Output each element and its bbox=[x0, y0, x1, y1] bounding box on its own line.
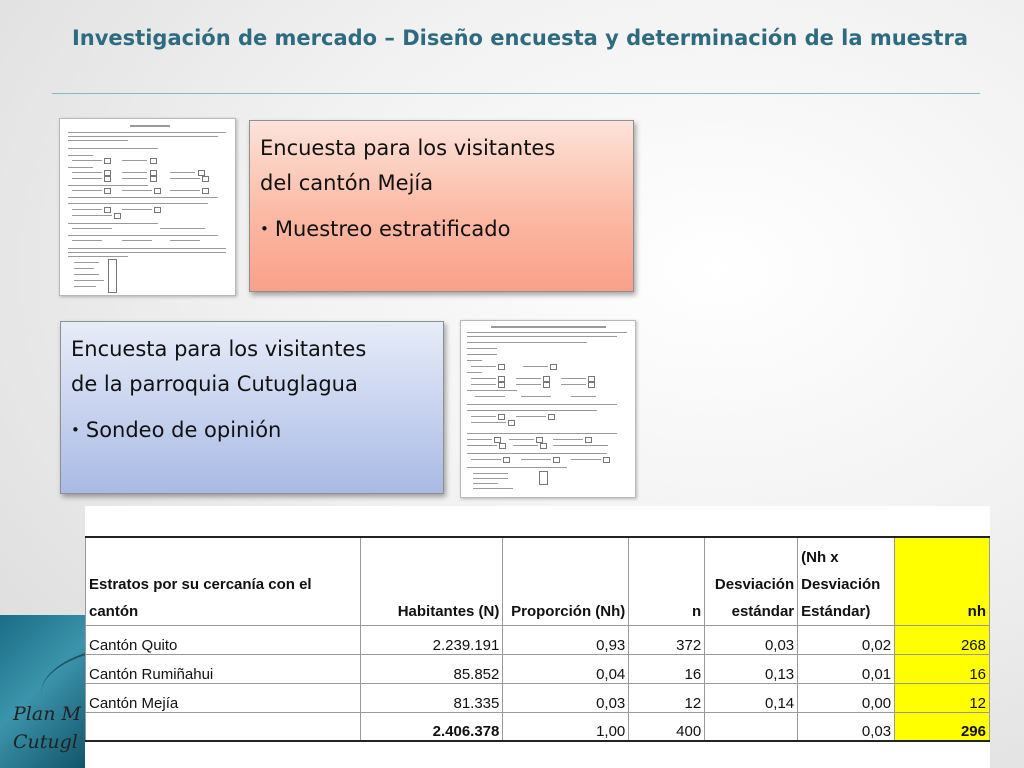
cell-strata: Cantón Quito bbox=[86, 625, 361, 654]
cell-strata: Cantón Rumiñahui bbox=[86, 654, 361, 683]
bullet-icon: • bbox=[71, 421, 80, 439]
cell-desviacion-total bbox=[705, 712, 798, 741]
cell-nh-total: 296 bbox=[895, 712, 990, 741]
bullet-text: Muestreo estratificado bbox=[274, 217, 511, 241]
cell-proporcion: 0,03 bbox=[503, 683, 629, 712]
cell-n: 12 bbox=[629, 683, 705, 712]
header-n: n bbox=[629, 537, 705, 625]
survey-card-mejia bbox=[249, 120, 634, 292]
survey-card-cutuglagua bbox=[60, 321, 444, 494]
card-title-line: de la parroquia Cutuglagua bbox=[71, 372, 358, 396]
cell-n: 16 bbox=[629, 654, 705, 683]
card-title-line: Encuesta para los visitantes bbox=[260, 136, 556, 160]
header-nh: nh bbox=[895, 537, 990, 625]
cell-n-total: 400 bbox=[629, 712, 705, 741]
card-title-line: Encuesta para los visitantes bbox=[71, 337, 367, 361]
footer-line: Plan M bbox=[13, 703, 81, 725]
cell-n: 372 bbox=[629, 625, 705, 654]
table-total-row bbox=[86, 712, 990, 741]
sample-table-panel bbox=[85, 506, 990, 768]
cell-habitantes-total: 2.406.378 bbox=[360, 712, 503, 741]
survey-document-thumbnail-mejia bbox=[59, 118, 236, 296]
table-row bbox=[86, 625, 990, 654]
table-row bbox=[86, 654, 990, 683]
cell-nh: 16 bbox=[895, 654, 990, 683]
cell-proporcion-total: 1,00 bbox=[503, 712, 629, 741]
cell-desviacion: 0,14 bbox=[705, 683, 798, 712]
stratified-sample-table bbox=[85, 536, 990, 742]
card-title-line: del cantón Mejía bbox=[260, 171, 434, 195]
cell-nh-x-desviacion: 0,02 bbox=[798, 625, 895, 654]
cell-habitantes: 85.852 bbox=[360, 654, 503, 683]
footer-line: Cutugl bbox=[13, 731, 78, 753]
survey-document-thumbnail-cutuglagua bbox=[460, 320, 636, 498]
header-nh-x-desviacion: (Nh x Desviación Estándar) bbox=[798, 537, 895, 625]
title-divider bbox=[52, 93, 980, 94]
header-strata: Estratos por su cercanía con el cantón bbox=[86, 537, 361, 625]
cell-habitantes: 81.335 bbox=[360, 683, 503, 712]
footer-text bbox=[13, 700, 81, 756]
header-proporcion: Proporción (Nh) bbox=[503, 537, 629, 625]
cell-nh: 12 bbox=[895, 683, 990, 712]
cell-strata bbox=[86, 712, 361, 741]
table-row bbox=[86, 683, 990, 712]
bullet-item bbox=[260, 215, 623, 243]
cell-nh: 268 bbox=[895, 625, 990, 654]
bullet-item bbox=[71, 416, 433, 444]
table-header-row bbox=[86, 537, 990, 625]
cell-nh-x-desviacion: 0,01 bbox=[798, 654, 895, 683]
cell-proporcion: 0,04 bbox=[503, 654, 629, 683]
cell-nh-x-desviacion-total: 0,03 bbox=[798, 712, 895, 741]
slide-title: Investigación de mercado – Diseño encuesta y determinación de la muestra bbox=[71, 26, 968, 50]
cell-habitantes: 2.239.191 bbox=[360, 625, 503, 654]
cell-desviacion: 0,13 bbox=[705, 654, 798, 683]
cell-desviacion: 0,03 bbox=[705, 625, 798, 654]
cell-strata: Cantón Mejía bbox=[86, 683, 361, 712]
cell-nh-x-desviacion: 0,00 bbox=[798, 683, 895, 712]
bullet-icon: • bbox=[260, 220, 269, 238]
bullet-text: Sondeo de opinión bbox=[85, 418, 282, 442]
header-habitantes: Habitantes (N) bbox=[360, 537, 503, 625]
header-desviacion: Desviación estándar bbox=[705, 537, 798, 625]
cell-proporcion: 0,93 bbox=[503, 625, 629, 654]
